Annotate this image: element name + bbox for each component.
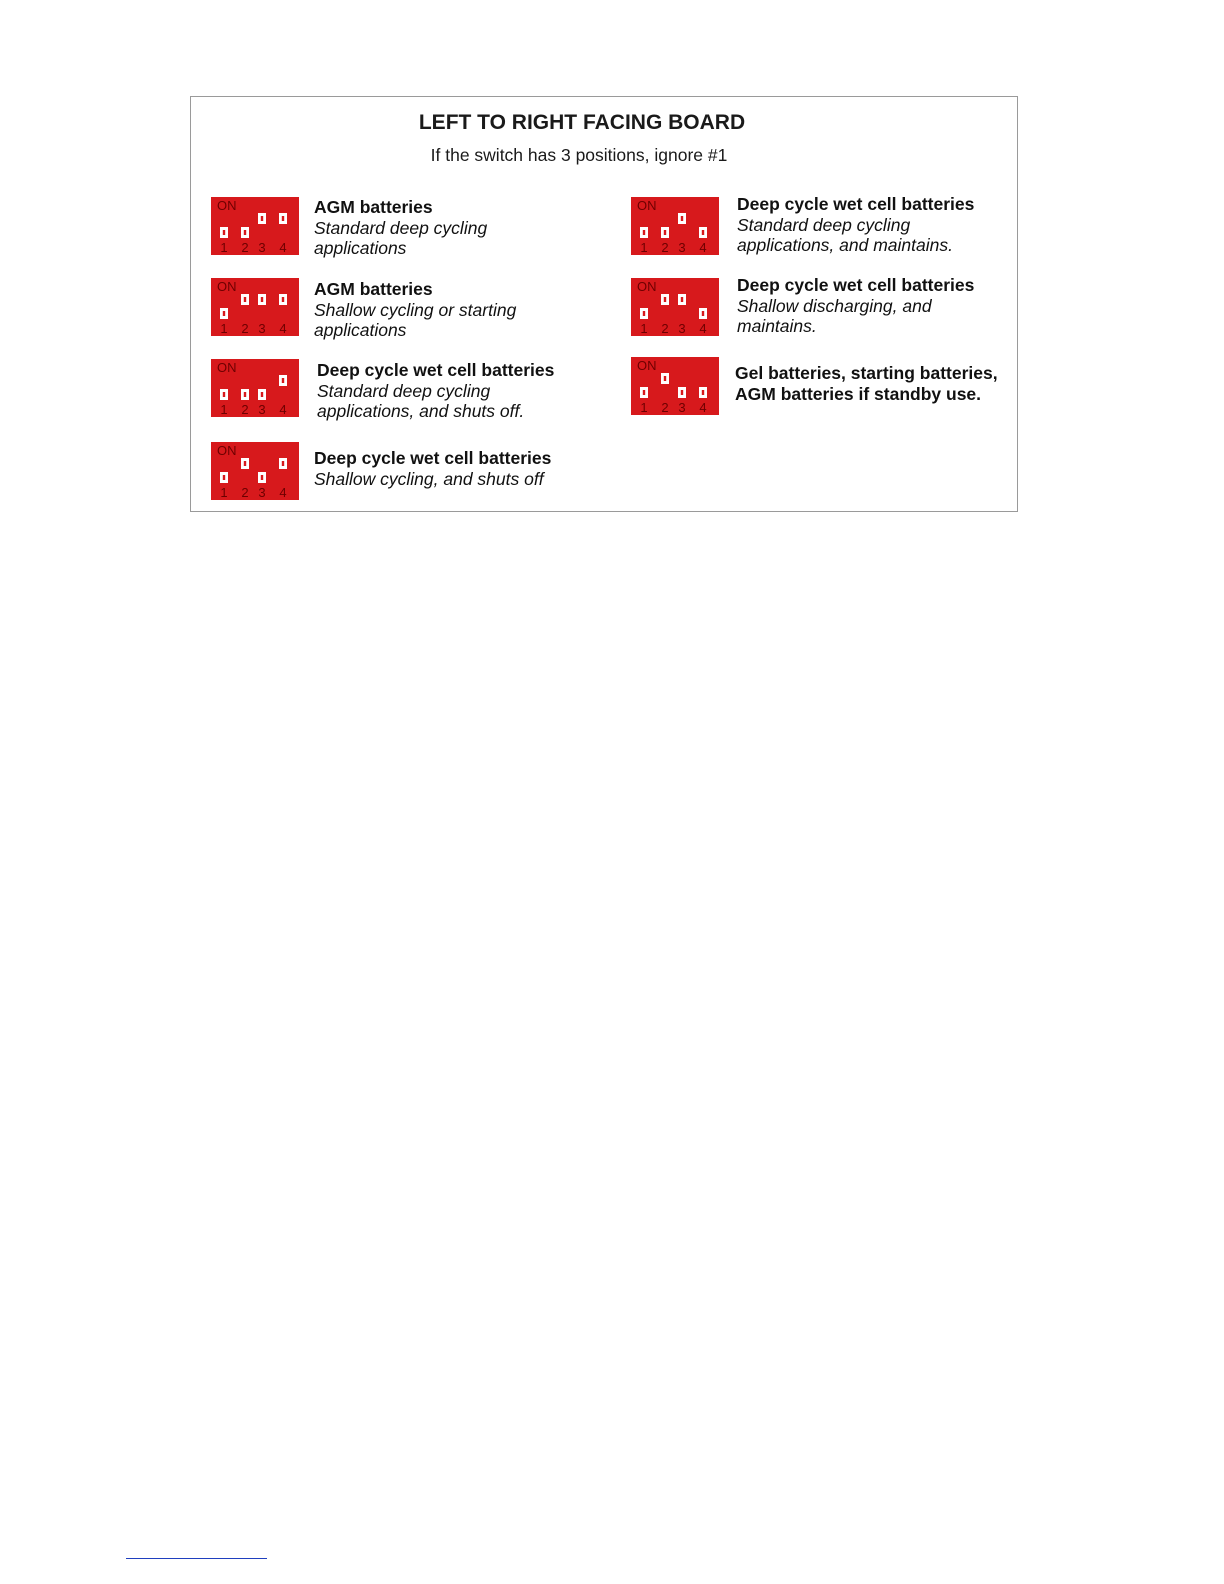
dip-switch-svg <box>631 278 719 336</box>
switch-toggle-2-off <box>241 227 249 238</box>
switch-toggle-4-off <box>699 308 707 319</box>
switch-number-2: 2 <box>241 240 249 255</box>
dip-switch-graphic <box>631 197 719 255</box>
switch-number-1: 1 <box>220 240 228 255</box>
setting-description <box>737 275 974 337</box>
switch-toggle-3-on <box>678 294 686 305</box>
switch-number-4: 4 <box>699 240 707 255</box>
switch-number-3: 3 <box>678 400 686 415</box>
switch-number-3: 3 <box>258 240 266 255</box>
dip-switch-graphic <box>211 442 299 500</box>
setting-description <box>735 363 998 404</box>
dip-switch-graphic <box>631 357 719 415</box>
switch-toggle-1-off <box>220 472 228 483</box>
switch-number-3: 3 <box>678 321 686 336</box>
setting-detail-line: applications, and maintains. <box>737 235 953 255</box>
switch-number-3: 3 <box>258 402 266 417</box>
switch-number-3: 3 <box>258 485 266 500</box>
setting-detail-line: Standard deep cycling <box>314 217 488 238</box>
switch-toggle-4-on <box>279 458 287 469</box>
setting-detail-line: Shallow cycling, and shuts off <box>314 468 544 489</box>
setting-detail-line: applications <box>314 320 407 340</box>
switch-number-2: 2 <box>661 240 669 255</box>
switch-toggle-4-on <box>279 375 287 386</box>
battery-type-heading: Deep cycle wet cell batteries <box>737 194 975 214</box>
switch-toggle-1-off <box>220 227 228 238</box>
dip-switch-graphic <box>631 278 719 336</box>
battery-type-heading: AGM batteries <box>314 279 433 299</box>
on-label: ON <box>637 198 657 213</box>
battery-type-heading: AGM batteries <box>314 197 433 217</box>
dip-switch-svg <box>211 359 299 417</box>
switch-toggle-4-off <box>699 387 707 398</box>
switch-toggle-2-off <box>241 389 249 400</box>
switch-toggle-1-off <box>640 308 648 319</box>
setting-detail-line: AGM batteries if standby use. <box>735 383 982 404</box>
switch-number-1: 1 <box>640 240 648 255</box>
switch-number-2: 2 <box>241 402 249 417</box>
setting-detail-line: Standard deep cycling <box>737 214 911 235</box>
switch-toggle-4-off <box>699 227 707 238</box>
on-label: ON <box>217 198 237 213</box>
switch-number-1: 1 <box>220 321 228 336</box>
switch-toggle-2-on <box>241 294 249 305</box>
switch-toggle-3-on <box>258 294 266 305</box>
switch-toggle-3-off <box>258 389 266 400</box>
switch-number-2: 2 <box>241 321 249 336</box>
switch-toggle-3-on <box>258 213 266 224</box>
dip-switch-svg <box>211 442 299 500</box>
dip-switch-graphic <box>211 197 299 255</box>
dip-switch-settings-panel <box>190 96 1018 512</box>
switch-number-2: 2 <box>661 321 669 336</box>
on-label: ON <box>217 360 237 375</box>
switch-toggle-1-off <box>640 387 648 398</box>
panel-subtitle: If the switch has 3 positions, ignore #1 <box>430 145 728 165</box>
setting-description <box>314 448 551 489</box>
switch-toggle-3-off <box>678 387 686 398</box>
switch-number-4: 4 <box>699 400 707 415</box>
battery-type-heading: Deep cycle wet cell batteries <box>317 360 555 380</box>
on-label: ON <box>217 279 237 294</box>
switch-toggle-4-on <box>279 294 287 305</box>
setting-description <box>314 197 487 259</box>
switch-toggle-1-off <box>220 389 228 400</box>
switch-number-3: 3 <box>258 321 266 336</box>
setting-detail-line: applications, and shuts off. <box>317 401 525 421</box>
switch-number-4: 4 <box>279 402 287 417</box>
switch-toggle-2-on <box>661 373 669 384</box>
switch-toggle-2-on <box>661 294 669 305</box>
setting-detail-line: Shallow cycling or starting <box>314 299 517 320</box>
setting-detail-line: maintains. <box>737 316 817 336</box>
switch-number-4: 4 <box>279 485 287 500</box>
panel-title: LEFT TO RIGHT FACING BOARD <box>418 111 746 134</box>
setting-detail-line: applications <box>314 238 407 258</box>
dip-switch-svg <box>631 197 719 255</box>
switch-toggle-1-off <box>220 308 228 319</box>
setting-description <box>314 279 516 341</box>
switch-toggle-1-off <box>640 227 648 238</box>
dip-switch-svg <box>631 357 719 415</box>
switch-number-1: 1 <box>220 402 228 417</box>
switch-toggle-4-on <box>279 213 287 224</box>
dip-switch-graphic <box>211 278 299 336</box>
switch-toggle-3-on <box>678 213 686 224</box>
on-label: ON <box>637 358 657 373</box>
switch-number-3: 3 <box>678 240 686 255</box>
dip-switch-svg <box>211 278 299 336</box>
on-label: ON <box>217 443 237 458</box>
setting-detail-line: Shallow discharging, and <box>737 295 932 316</box>
switch-number-4: 4 <box>279 321 287 336</box>
footnote-rule <box>126 1558 267 1559</box>
battery-type-heading: Deep cycle wet cell batteries <box>314 448 552 468</box>
switch-number-1: 1 <box>640 400 648 415</box>
on-label: ON <box>637 279 657 294</box>
switch-number-2: 2 <box>661 400 669 415</box>
switch-toggle-2-on <box>241 458 249 469</box>
battery-type-heading: Gel batteries, starting batteries, <box>735 363 998 383</box>
switch-number-1: 1 <box>220 485 228 500</box>
switch-number-1: 1 <box>640 321 648 336</box>
dip-switch-graphic <box>211 359 299 417</box>
setting-description <box>317 360 554 422</box>
setting-description <box>737 194 974 256</box>
switch-number-4: 4 <box>279 240 287 255</box>
switch-toggle-2-off <box>661 227 669 238</box>
setting-detail-line: Standard deep cycling <box>317 380 491 401</box>
switch-number-2: 2 <box>241 485 249 500</box>
battery-type-heading: Deep cycle wet cell batteries <box>737 275 975 295</box>
switch-toggle-3-off <box>258 472 266 483</box>
dip-switch-svg <box>211 197 299 255</box>
switch-number-4: 4 <box>699 321 707 336</box>
